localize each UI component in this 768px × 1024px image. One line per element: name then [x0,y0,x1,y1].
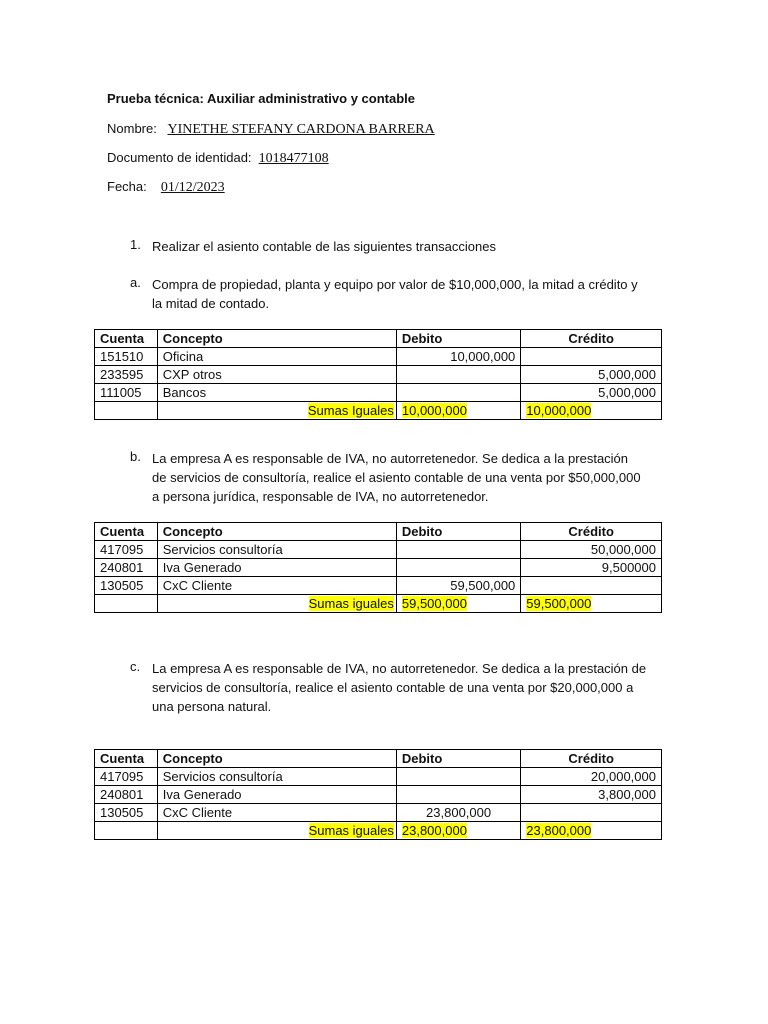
header-debito: Debito [396,330,520,348]
item-b-line: de servicios de consultoría, realice el asiento contable de una venta por $50,000,000 [152,470,641,485]
cell-cuenta: 417095 [95,541,158,559]
cell-debito [396,559,520,577]
sum-credito: 59,500,000 [526,596,592,611]
cell-cuenta: 151510 [95,348,158,366]
cell-credito: 5,000,000 [521,366,662,384]
cell-debito [396,366,520,384]
item-letter-a: a. [130,275,141,290]
table-row [95,384,662,402]
cell-debito [396,384,520,402]
header-cuenta: Cuenta [95,523,158,541]
sum-row [95,595,662,613]
ledger-table-b [94,522,662,613]
document-title: Prueba técnica: Auxiliar administrativo y contable [107,91,416,106]
table-row [95,348,662,366]
cell-debito: 59,500,000 [396,577,520,595]
question-number: 1. [130,237,141,252]
header-cuenta: Cuenta [95,750,158,768]
cell-cuenta: 130505 [95,804,158,822]
sum-label-cell [157,402,396,420]
item-c-text [152,659,646,716]
item-c-line: La empresa A es responsable de IVA, no autorretenedor. Se dedica a la prestación de [152,661,647,676]
cell-empty [95,595,158,613]
table-row [95,366,662,384]
header-credito: Crédito [521,330,662,348]
cell-credito [521,348,662,366]
fecha-value: 01/12/2023 [160,180,225,195]
table-row [95,786,662,804]
cell-cuenta: 240801 [95,786,158,804]
cell-concepto: CXP otros [157,366,396,384]
nombre-field [107,121,459,138]
header-cuenta: Cuenta [95,330,158,348]
header-concepto: Concepto [157,750,396,768]
documento-label: Documento de identidad: [107,150,252,165]
item-a-line: la mitad de contado. [152,296,270,311]
header-concepto: Concepto [157,523,396,541]
table-row [95,559,662,577]
header-credito: Crédito [521,523,662,541]
header-debito: Debito [396,523,520,541]
table-row [95,541,662,559]
cell-credito [521,804,662,822]
sum-label-cell [157,822,396,840]
cell-credito: 9,500000 [521,559,662,577]
question-text: Realizar el asiento contable de las siguientes transacciones [152,239,496,254]
cell-empty [95,822,158,840]
cell-debito [396,786,520,804]
cell-concepto: Iva Generado [157,786,396,804]
table-row [95,577,662,595]
sum-credito-cell [521,822,662,840]
sum-debito: 59,500,000 [401,596,467,611]
cell-debito [396,768,520,786]
documento-value: 1018477108 [258,151,329,166]
sum-credito: 10,000,000 [526,403,592,418]
sum-label-cell [157,595,396,613]
item-letter-c: c. [130,659,141,674]
header-concepto: Concepto [157,330,396,348]
table-header-row [95,330,662,348]
nombre-value: YINETHE STEFANY CARDONA BARRERA [167,122,435,137]
cell-concepto: CxC Cliente [157,804,396,822]
ledger-table-c [94,749,662,840]
item-c-line: una persona natural. [152,699,272,714]
sum-debito-cell [396,822,520,840]
cell-cuenta: 130505 [95,577,158,595]
fecha-label: Fecha: [107,179,147,194]
cell-empty [95,402,158,420]
item-a-text [152,275,638,313]
cell-concepto: Servicios consultoría [157,541,396,559]
item-c-line: servicios de consultoría, realice el asiento contable de una venta por $20,000,000 a [152,680,634,695]
cell-concepto: CxC Cliente [157,577,396,595]
table-header-row [95,750,662,768]
item-b-text [152,449,641,506]
sum-debito-cell [396,595,520,613]
cell-debito: 23,800,000 [396,804,520,822]
cell-credito: 50,000,000 [521,541,662,559]
sum-credito-cell [521,402,662,420]
cell-concepto: Servicios consultoría [157,768,396,786]
sum-credito: 23,800,000 [526,823,592,838]
sum-label: Sumas Iguales [307,403,394,418]
cell-credito: 20,000,000 [521,768,662,786]
item-b-line: La empresa A es responsable de IVA, no autorretenedor. Se dedica a la prestación [152,451,629,466]
sum-row [95,822,662,840]
cell-concepto: Iva Generado [157,559,396,577]
item-b-line: a persona jurídica, responsable de IVA, no autorretenedor. [152,489,489,504]
cell-cuenta: 111005 [95,384,158,402]
table-header-row [95,523,662,541]
sum-label: Sumas iguales [308,596,394,611]
cell-concepto: Bancos [157,384,396,402]
table-row [95,804,662,822]
sum-debito: 23,800,000 [401,823,467,838]
cell-cuenta: 417095 [95,768,158,786]
header-credito: Crédito [521,750,662,768]
sum-credito-cell [521,595,662,613]
header-debito: Debito [396,750,520,768]
sum-debito: 10,000,000 [401,403,467,418]
cell-debito [396,541,520,559]
cell-credito [521,577,662,595]
item-a-line: Compra de propiedad, planta y equipo por valor de $10,000,000, la mitad a crédito y [152,277,638,292]
cell-cuenta: 233595 [95,366,158,384]
fecha-field [107,179,347,196]
ledger-table-a [94,329,662,420]
documento-field [107,150,395,167]
cell-debito: 10,000,000 [396,348,520,366]
cell-credito: 3,800,000 [521,786,662,804]
sum-debito-cell [396,402,520,420]
sum-label: Sumas iguales [308,823,394,838]
sum-row [95,402,662,420]
cell-concepto: Oficina [157,348,396,366]
nombre-label: Nombre: [107,121,157,136]
cell-credito: 5,000,000 [521,384,662,402]
cell-cuenta: 240801 [95,559,158,577]
table-row [95,768,662,786]
item-letter-b: b. [130,449,141,464]
